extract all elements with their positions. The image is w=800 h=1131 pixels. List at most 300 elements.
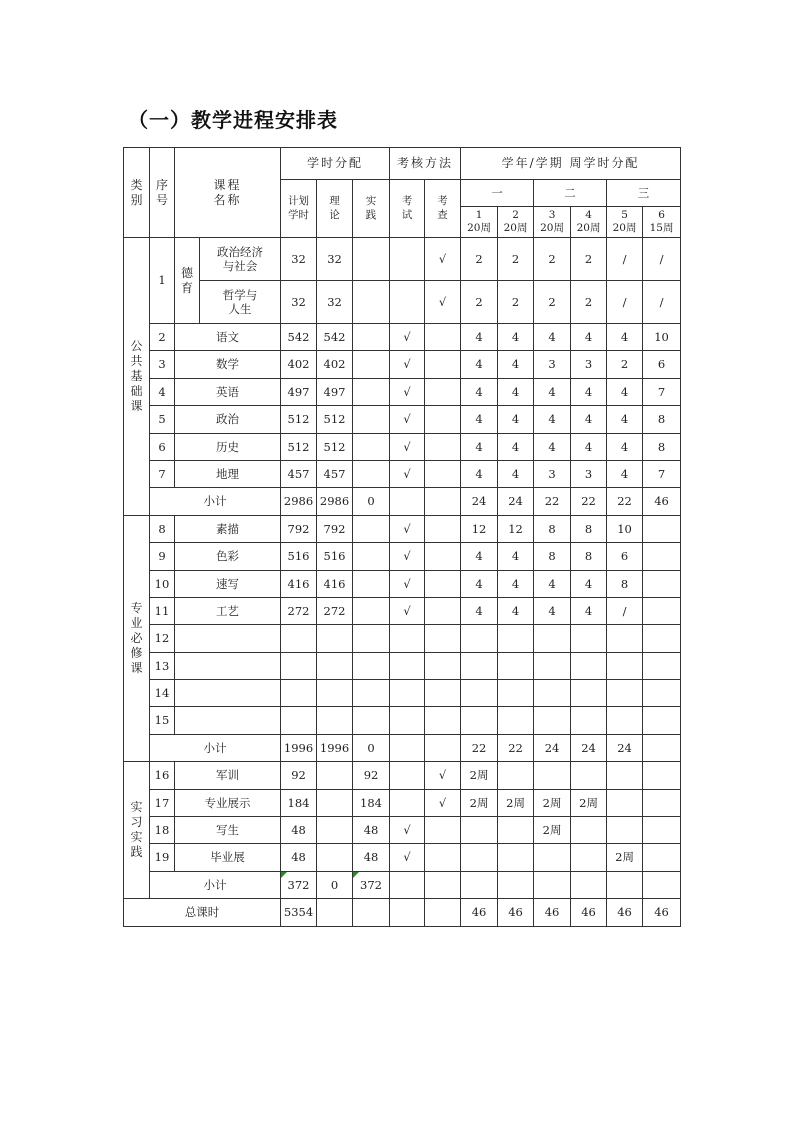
cell-term-1 [461, 789, 498, 816]
course-name-text: 语文 [216, 330, 239, 344]
subtotal-check [425, 734, 461, 761]
cell-exam-text: √ [403, 521, 411, 536]
subtotal-term-6 [643, 488, 681, 515]
cell-check [425, 281, 461, 324]
cell-term-4 [571, 406, 607, 433]
cell-term-4 [571, 433, 607, 460]
cell-planned-text: 457 [287, 466, 310, 481]
cell-planned-text: 792 [287, 521, 310, 536]
header-seq: 序 号 [150, 148, 175, 238]
cell-term-2 [498, 652, 534, 679]
table-row [124, 789, 681, 816]
cell-term-4 [571, 680, 607, 707]
subtotal-exam [390, 488, 425, 515]
subtotal-term-2-text: 22 [508, 740, 523, 755]
cell-exam [390, 238, 425, 281]
cell-exam [390, 433, 425, 460]
cell-planned-text: 184 [287, 795, 310, 810]
cell-term-4 [571, 378, 607, 405]
table-row [124, 707, 681, 734]
cell-term-4 [571, 543, 607, 570]
cell-planned-text: 542 [287, 330, 310, 344]
cell-term-5 [607, 238, 643, 281]
course-name-text: 专业展示 [204, 795, 251, 810]
cell-term-4 [571, 324, 607, 351]
cell-term-2-text: 4 [511, 549, 520, 564]
cell-term-6 [643, 844, 681, 871]
course-name [175, 652, 281, 679]
total-row [124, 899, 681, 926]
cell-exam-text: √ [403, 850, 411, 865]
cell-check [425, 378, 461, 405]
cell-term-1-text: 4 [475, 576, 483, 591]
cell-term-3-text: 3 [548, 357, 556, 372]
course-name [175, 707, 281, 734]
cell-theory [317, 625, 353, 652]
cell-exam [390, 625, 425, 652]
course-name [175, 460, 281, 487]
subtotal-term-4 [571, 734, 607, 761]
cell-planned [281, 281, 317, 324]
course-group-label [175, 238, 200, 324]
header-practice: 实 践 [353, 180, 390, 238]
cell-planned [281, 378, 317, 405]
table-row [124, 324, 681, 351]
seq-cell [150, 433, 175, 460]
cell-practice [353, 351, 390, 378]
cell-planned-text: 516 [287, 549, 310, 564]
cell-planned [281, 570, 317, 597]
cell-theory-text: 32 [327, 251, 342, 266]
cell-planned-text: 512 [287, 412, 310, 427]
cell-term-5 [607, 680, 643, 707]
cell-theory-text: 792 [323, 521, 346, 536]
cell-term-2-text: 4 [511, 412, 520, 427]
cell-theory-text: 516 [323, 549, 346, 564]
cell-term-4 [571, 281, 607, 324]
cell-term-4 [571, 460, 607, 487]
cell-term-5-text: 6 [620, 549, 629, 564]
cell-term-2 [498, 433, 534, 460]
cell-practice [353, 844, 390, 871]
cell-planned [281, 515, 317, 542]
table-row [124, 378, 681, 405]
cell-term-1 [461, 406, 498, 433]
cell-planned-text: 32 [291, 294, 306, 309]
cell-theory-text: 272 [323, 603, 346, 618]
cell-practice-text: 48 [363, 850, 379, 865]
course-name [175, 762, 281, 789]
cell-planned-text: 497 [287, 384, 310, 399]
cell-theory [317, 378, 353, 405]
cell-term-3 [534, 680, 571, 707]
category-label [124, 238, 150, 516]
cell-term-2 [498, 597, 534, 624]
subtotal-exam [390, 734, 425, 761]
cell-term-2 [498, 762, 534, 789]
cell-planned [281, 433, 317, 460]
course-name [175, 406, 281, 433]
cell-term-1-text: 4 [475, 357, 483, 372]
cell-term-2 [498, 460, 534, 487]
cell-term-1-text: 4 [475, 466, 483, 481]
subtotal-term-5-text: 22 [617, 494, 632, 509]
cell-term-1-text: 2 [475, 251, 483, 266]
header-term-4: 4 20周 [571, 207, 607, 238]
cell-term-5 [607, 543, 643, 570]
cell-planned [281, 597, 317, 624]
seq-cell [150, 597, 175, 624]
seq-cell-text: 3 [158, 357, 166, 372]
header-year-1: 一 [461, 180, 534, 207]
cell-term-5 [607, 433, 643, 460]
course-name-text: 毕业展 [210, 850, 245, 865]
total-planned [281, 899, 317, 926]
header-year-2: 二 [534, 180, 607, 207]
cell-term-3 [534, 433, 571, 460]
cell-term-4-text: 4 [584, 384, 593, 399]
cell-practice-text: 92 [363, 768, 379, 783]
cell-theory [317, 324, 353, 351]
cell-term-3 [534, 281, 571, 324]
total-practice [353, 899, 390, 926]
seq-cell [150, 351, 175, 378]
subtotal-practice-text: 0 [367, 494, 375, 509]
total-label-text: 总课时 [184, 905, 220, 920]
seq-cell-text: 13 [154, 658, 170, 673]
subtotal-term-4-text: 22 [581, 494, 596, 509]
cell-planned-text: 48 [291, 823, 306, 838]
cell-check-text: √ [438, 795, 447, 810]
cell-theory [317, 597, 353, 624]
course-name [175, 515, 281, 542]
header-category: 类 别 [124, 148, 150, 238]
total-exam [390, 899, 425, 926]
seq-cell [150, 680, 175, 707]
cell-exam [390, 762, 425, 789]
cell-term-2 [498, 324, 534, 351]
cell-term-2 [498, 625, 534, 652]
cell-practice [353, 378, 390, 405]
cell-term-5 [607, 844, 643, 871]
cell-planned [281, 324, 317, 351]
cell-term-3-text: 2 [548, 294, 556, 309]
cell-term-5-text: 4 [620, 439, 629, 454]
cell-term-3 [534, 378, 571, 405]
subtotal-practice [353, 871, 390, 898]
seq-cell-text: 16 [154, 768, 170, 783]
cell-check [425, 680, 461, 707]
cell-theory-text: 542 [323, 330, 346, 344]
subtotal-term-2 [498, 734, 534, 761]
cell-term-1 [461, 762, 498, 789]
subtotal-term-2 [498, 488, 534, 515]
total-term-5 [607, 899, 643, 926]
cell-term-3-text: 8 [548, 521, 556, 536]
subtotal-term-5 [607, 871, 643, 898]
table-row [124, 351, 681, 378]
cell-planned [281, 652, 317, 679]
header-exam-group: 考核方法 [390, 148, 461, 180]
subtotal-term-1-text: 22 [471, 740, 487, 755]
cell-term-2 [498, 543, 534, 570]
cell-theory [317, 817, 353, 844]
cell-term-6-text: 7 [657, 466, 666, 481]
subtotal-term-3-text: 22 [544, 494, 560, 509]
cell-planned [281, 707, 317, 734]
cell-check [425, 817, 461, 844]
cell-theory-text: 402 [323, 357, 346, 372]
seq-cell-text: 11 [154, 603, 170, 618]
table-row [124, 844, 681, 871]
cell-check [425, 543, 461, 570]
subtotal-term-4 [571, 871, 607, 898]
table-row [124, 460, 681, 487]
cell-planned-text: 512 [287, 439, 310, 454]
cell-practice [353, 762, 390, 789]
cell-term-3-text: 2周 [542, 823, 562, 838]
cell-term-6 [643, 625, 681, 652]
cell-check [425, 351, 461, 378]
cell-exam-text: √ [403, 412, 411, 427]
cell-term-4 [571, 817, 607, 844]
cell-practice [353, 324, 390, 351]
cell-term-3 [534, 652, 571, 679]
cell-term-3 [534, 324, 571, 351]
seq-cell [150, 817, 175, 844]
subtotal-term-1 [461, 734, 498, 761]
subtotal-term-3-text: 24 [544, 740, 560, 755]
header-planned-hours: 计划 学时 [281, 180, 317, 238]
cell-term-4 [571, 570, 607, 597]
cell-planned-text: 416 [287, 576, 310, 591]
header-term-group: 学年/学期 周学时分配 [461, 148, 681, 180]
subtotal-planned-text: 2986 [283, 494, 314, 509]
cell-term-6 [643, 789, 681, 816]
cell-term-5-text: 2周 [615, 850, 634, 865]
cell-term-1-text: 2 [475, 294, 483, 309]
cell-term-6-text: 8 [657, 412, 666, 427]
cell-planned-text: 32 [291, 251, 306, 266]
cell-term-5-text: 4 [620, 384, 629, 399]
cell-term-1-text: 4 [475, 603, 483, 618]
cell-term-4 [571, 238, 607, 281]
seq-cell [150, 406, 175, 433]
seq-cell [150, 460, 175, 487]
cell-exam [390, 351, 425, 378]
seq-cell-text: 1 [158, 273, 166, 288]
header-term-3: 3 20周 [534, 207, 571, 238]
table-row [124, 406, 681, 433]
table-row [124, 762, 681, 789]
subtotal-term-3 [534, 488, 571, 515]
subtotal-term-5-text: 24 [617, 740, 632, 755]
course-name [175, 351, 281, 378]
cell-term-1 [461, 680, 498, 707]
seq-cell [150, 543, 175, 570]
cell-exam [390, 680, 425, 707]
cell-term-5 [607, 625, 643, 652]
subtotal-check [425, 488, 461, 515]
total-term-2-text: 46 [508, 905, 523, 920]
cell-term-2 [498, 378, 534, 405]
cell-term-3-text: 4 [548, 330, 556, 344]
cell-term-1 [461, 707, 498, 734]
seq-cell [150, 844, 175, 871]
subtotal-term-6 [643, 734, 681, 761]
course-name-text: 政治 [216, 412, 239, 427]
category-label [124, 515, 150, 762]
cell-check-text: √ [438, 294, 447, 309]
cell-practice [353, 652, 390, 679]
subtotal-planned [281, 871, 317, 898]
cell-term-3 [534, 625, 571, 652]
course-name [200, 281, 281, 324]
cell-exam-text: √ [403, 439, 411, 454]
cell-practice-text: 184 [360, 795, 382, 810]
cell-term-1-text: 4 [475, 330, 483, 344]
course-name [175, 817, 281, 844]
cell-exam [390, 406, 425, 433]
seq-cell-text: 12 [154, 631, 170, 646]
cell-term-4 [571, 789, 607, 816]
cell-practice [353, 406, 390, 433]
cell-term-6-text: / [659, 294, 664, 309]
course-name [175, 680, 281, 707]
cell-term-6 [643, 570, 681, 597]
course-group-label-text: 德 育 [180, 265, 193, 295]
cell-practice [353, 625, 390, 652]
cell-planned [281, 762, 317, 789]
table-row [124, 817, 681, 844]
cell-term-1 [461, 460, 498, 487]
subtotal-theory [317, 488, 353, 515]
cell-practice [353, 570, 390, 597]
subtotal-label-text: 小计 [203, 740, 227, 755]
cell-practice [353, 680, 390, 707]
subtotal-planned-text: 372 [287, 877, 310, 892]
subtotal-theory-text: 2986 [319, 494, 350, 509]
cell-term-2 [498, 238, 534, 281]
cell-term-5-text: / [622, 251, 627, 266]
cell-exam-text: √ [403, 384, 411, 399]
course-name-text: 数学 [216, 357, 239, 372]
cell-term-3-text: 4 [548, 412, 556, 427]
cell-term-1 [461, 652, 498, 679]
subtotal-theory-text: 1996 [319, 740, 350, 755]
cell-planned [281, 844, 317, 871]
cell-term-5 [607, 707, 643, 734]
course-name [175, 570, 281, 597]
cell-term-4 [571, 707, 607, 734]
seq-cell-text: 5 [158, 412, 166, 427]
cell-term-6 [643, 351, 681, 378]
cell-term-4-text: 4 [584, 576, 593, 591]
cell-term-1 [461, 378, 498, 405]
cell-term-1 [461, 844, 498, 871]
cell-theory [317, 844, 353, 871]
subtotal-term-6 [643, 871, 681, 898]
subtotal-label [150, 871, 281, 898]
cell-term-3 [534, 570, 571, 597]
cell-term-5-text: / [622, 294, 627, 309]
cell-check-text: √ [438, 768, 447, 783]
cell-term-1 [461, 351, 498, 378]
header-term-1: 1 20周 [461, 207, 498, 238]
cell-term-2 [498, 406, 534, 433]
seq-cell-text: 10 [154, 576, 170, 591]
cell-term-2 [498, 707, 534, 734]
total-term-6-text: 46 [654, 905, 669, 920]
subtotal-label [150, 488, 281, 515]
cell-check [425, 652, 461, 679]
seq-cell-text: 14 [154, 686, 170, 701]
cell-term-5-text: 8 [620, 576, 629, 591]
cell-practice [353, 543, 390, 570]
cell-planned [281, 238, 317, 281]
seq-cell-text: 15 [154, 713, 170, 728]
seq-cell [150, 789, 175, 816]
seq-cell-text: 19 [154, 850, 170, 865]
cell-planned [281, 351, 317, 378]
cell-exam [390, 817, 425, 844]
cell-term-4-text: 3 [584, 466, 593, 481]
cell-term-1-text: 4 [475, 549, 483, 564]
subtotal-practice [353, 488, 390, 515]
cell-term-6 [643, 406, 681, 433]
subtotal-planned [281, 734, 317, 761]
header-hours-group: 学时分配 [281, 148, 390, 180]
seq-cell-text: 4 [158, 384, 166, 399]
cell-term-2-text: 4 [511, 576, 520, 591]
cell-term-6 [643, 762, 681, 789]
page-title: （一）教学进程安排表 [128, 108, 338, 132]
cell-term-4-text: 4 [584, 603, 593, 618]
cell-check [425, 625, 461, 652]
cell-term-5-text: 4 [620, 412, 629, 427]
cell-practice [353, 281, 390, 324]
cell-practice [353, 433, 390, 460]
cell-planned-text: 92 [291, 768, 306, 783]
cell-theory [317, 460, 353, 487]
cell-term-3 [534, 817, 571, 844]
cell-term-6 [643, 281, 681, 324]
seq-cell [150, 238, 175, 324]
cell-term-3-text: 4 [548, 439, 556, 454]
cell-term-6 [643, 324, 681, 351]
subtotal-theory [317, 734, 353, 761]
cell-term-5 [607, 762, 643, 789]
subtotal-term-5 [607, 488, 643, 515]
cell-exam [390, 281, 425, 324]
subtotal-term-3 [534, 871, 571, 898]
cell-term-5 [607, 597, 643, 624]
cell-theory [317, 406, 353, 433]
cell-term-4-text: 2周 [579, 795, 598, 810]
cell-term-2-text: 2 [511, 294, 520, 309]
cell-term-5-text: 2 [620, 357, 629, 372]
seq-cell [150, 324, 175, 351]
cell-term-3-text: 4 [548, 603, 556, 618]
cell-term-3 [534, 762, 571, 789]
course-name-text: 素描 [216, 521, 239, 536]
cell-theory-text: 457 [323, 466, 346, 481]
table-row [124, 238, 681, 281]
cell-theory [317, 762, 353, 789]
cell-term-2-text: 4 [511, 603, 520, 618]
cell-term-4 [571, 351, 607, 378]
cell-term-5 [607, 324, 643, 351]
